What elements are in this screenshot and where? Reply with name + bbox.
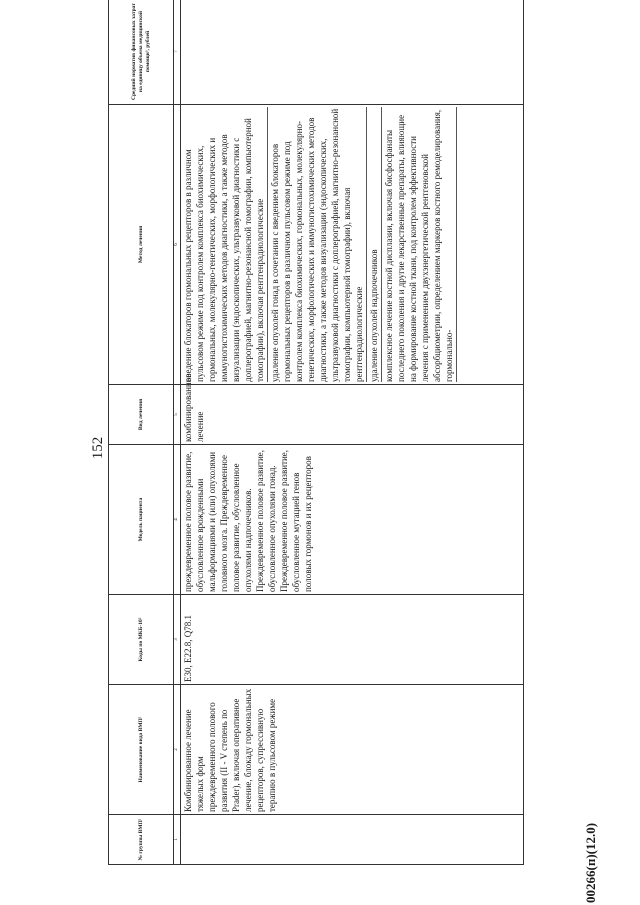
column-number: 3 [174,595,181,685]
column-number: 1 [174,815,181,865]
column-number: 7 [174,0,181,105]
treatment-methods-cell [181,105,524,385]
header-patient-model: Модель пациента [109,445,174,595]
group-number-cell [181,815,524,865]
header-icd-codes: Коды по МКБ-10² [109,595,174,685]
column-number: 5 [174,385,181,445]
header-vmp-name: Наименование вида ВМП¹ [109,685,174,815]
table-row [181,0,524,865]
vmp-name-cell: Комбинированное лечение тяжелых форм преждевременного полового развития (II - V степень по Prader), включая оперативное лечение, блокаду гормональных рецепторов, супрессивную терапию в пульсовом режиме [181,685,524,815]
icd-codes-cell: E30, E22.8, Q78.1 [181,595,524,685]
treatment-type-cell: комбинированное лечение [181,385,524,445]
treatment-method-item: удаление опухолей надпочечников [368,107,382,382]
table-header-row [109,0,174,865]
page-number: 152 [90,436,106,460]
column-number: 6 [174,105,181,385]
column-number: 4 [174,445,181,595]
header-treatment-method: Метод лечения [109,105,174,385]
header-treatment-type: Вид лечения [109,385,174,445]
column-number: 2 [174,685,181,815]
vmp-table [108,0,524,865]
header-avg-cost: Средний норматив финансовых затрат на единицу объема медицинской помощи³, рублей [109,0,174,105]
avg-cost-cell [181,0,524,105]
treatment-method-item: удаление опухолей гонад в сочетании с введением блокаторов гормональных рецепторов в различном пульсовом режиме под контролем комплекса биохимических, гормональных, молекулярно-генетических, морфологических и иммуногистохимических методов диагностики, а также методов визуализации (эндоскопических, ультразвуковой диагностики с доплерографией, магнитно-резонансной томографии, компьютерной томографии), включая рентгенрадиологические [269,107,367,382]
patient-model-cell: преждевременное половое развитие, обусловленное врожденными мальформациями и (или) опухолями головного мозга. Преждевременное половое развитие, обусловленное опухолями надпочечников. Преждевременное половое развитие, обусловленное опухолями гонад. Преждевременное половое развитие, обусловленное мутацией генов половых гормонов и их рецепторов [181,445,524,595]
header-group-number: № группы ВМП¹ [109,815,174,865]
treatment-method-item: комплексное лечение костной дисплазии, включая бисфосфанаты последнего поколения и другие лекарственные препараты, влияющие на формирование костной ткани, под контролем эффективности лечения с применением двухэнергетической рентгеновской абсорбциометрии, определением маркеров костного ремоделирования, гормонально- [383,107,457,382]
treatment-method-item: введение блокаторов гормональных рецепторов в различном пульсовом режиме под контролем комплекса биохимических, гормональных, молекулярно-генетических, морфологических и иммуногистохимических методов диагностики, а также методов визуализации (эндоскопических, ультразвуковой диагностики с доплерографией, магнитно-резонансной томографии, компьютерной томографии), включая рентгенрадиологические [182,107,268,382]
column-number-row [174,0,181,865]
footer-code: 00266(п)(12.0) [583,822,598,903]
